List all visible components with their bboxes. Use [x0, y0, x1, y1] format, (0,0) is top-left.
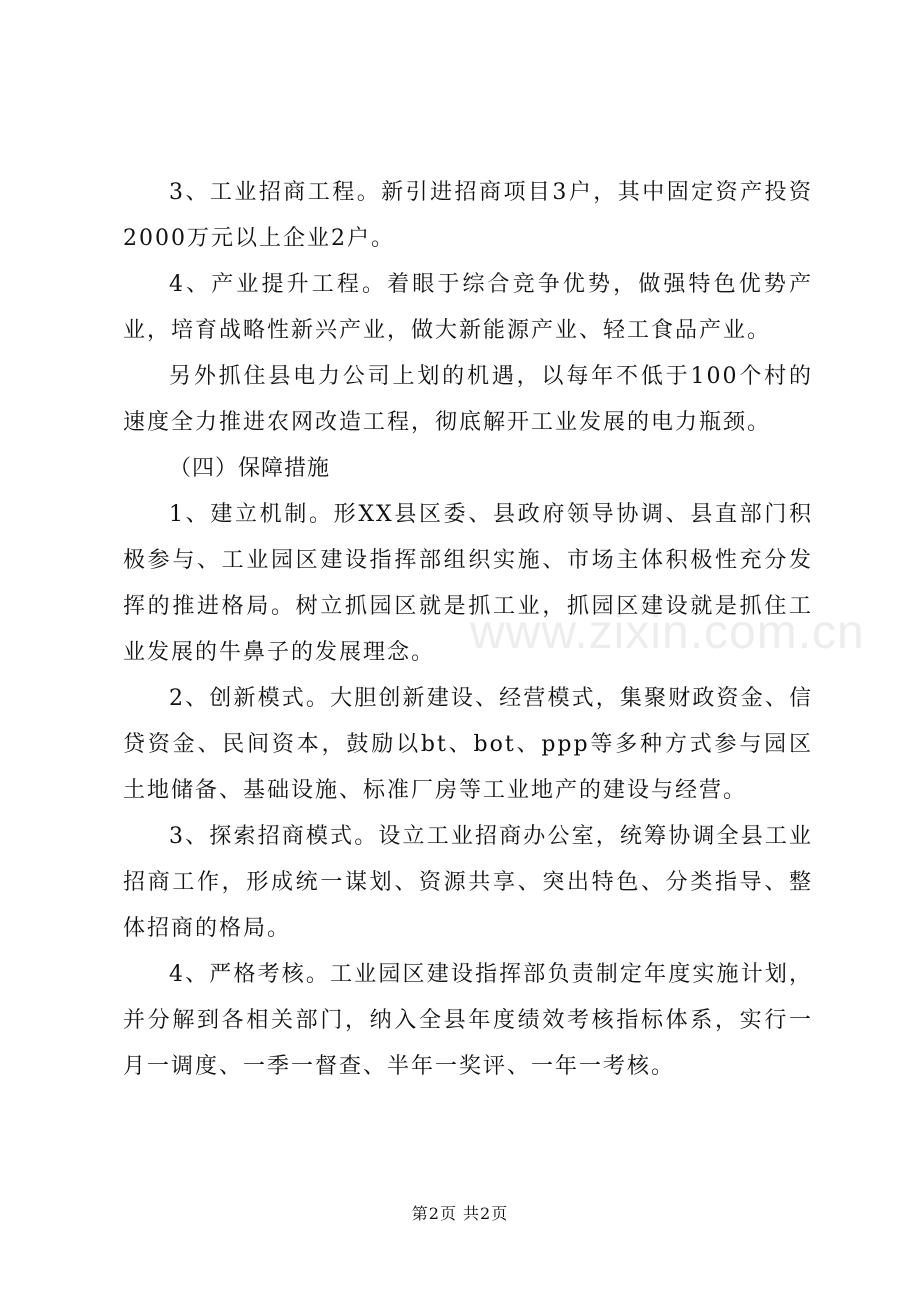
- paragraph-innovate-model: 2、创新模式。大胆创新建设、经营模式，集聚财政资金、信贷资金、民间资本，鼓励以bt、bot、ppp等多种方式参与园区土地储备、基础设施、标准厂房等工业地产的建设与经营。: [123, 686, 813, 803]
- paragraph-industry-upgrade: 4、产业提升工程。着眼于综合竞争优势，做强特色优势产业，培育战略性新兴产业，做大新能源产业、轻工食品产业。: [123, 272, 813, 343]
- paragraph-strict-assessment: 4、严格考核。工业园区建设指挥部负责制定年度实施计划，并分解到各相关部门，纳入全县年度绩效考核指标体系，实行一月一调度、一季一督查、半年一奖评、一年一考核。: [123, 962, 813, 1079]
- section-heading-safeguards: （四）保障措施: [169, 456, 331, 481]
- paragraph-establish-mechanism: 1、建立机制。形XX县区委、县政府领导协调、县直部门积极参与、工业园区建设指挥部组织实施、市场主体积极性充分发挥的推进格局。树立抓园区就是抓工业，抓园区建设就是抓住工业发展的牛鼻子的发展理念。: [123, 502, 813, 665]
- page-footer: 第2页 共2页: [411, 1204, 509, 1223]
- paragraph-power-grid: 另外抓住县电力公司上划的机遇，以每年不低于100个村的速度全力推进农网改造工程，彻底解开工业发展的电力瓶颈。: [123, 364, 813, 435]
- paragraph-industrial-investment: 3、工业招商工程。新引进招商项目3户，其中固定资产投资2000万元以上企业2户。: [123, 180, 813, 251]
- watermark: www.zixin.com.cn: [470, 606, 865, 659]
- paragraph-investment-model: 3、探索招商模式。设立工业招商办公室，统筹协调全县工业招商工作，形成统一谋划、资源共享、突出特色、分类指导、整体招商的格局。: [123, 824, 813, 941]
